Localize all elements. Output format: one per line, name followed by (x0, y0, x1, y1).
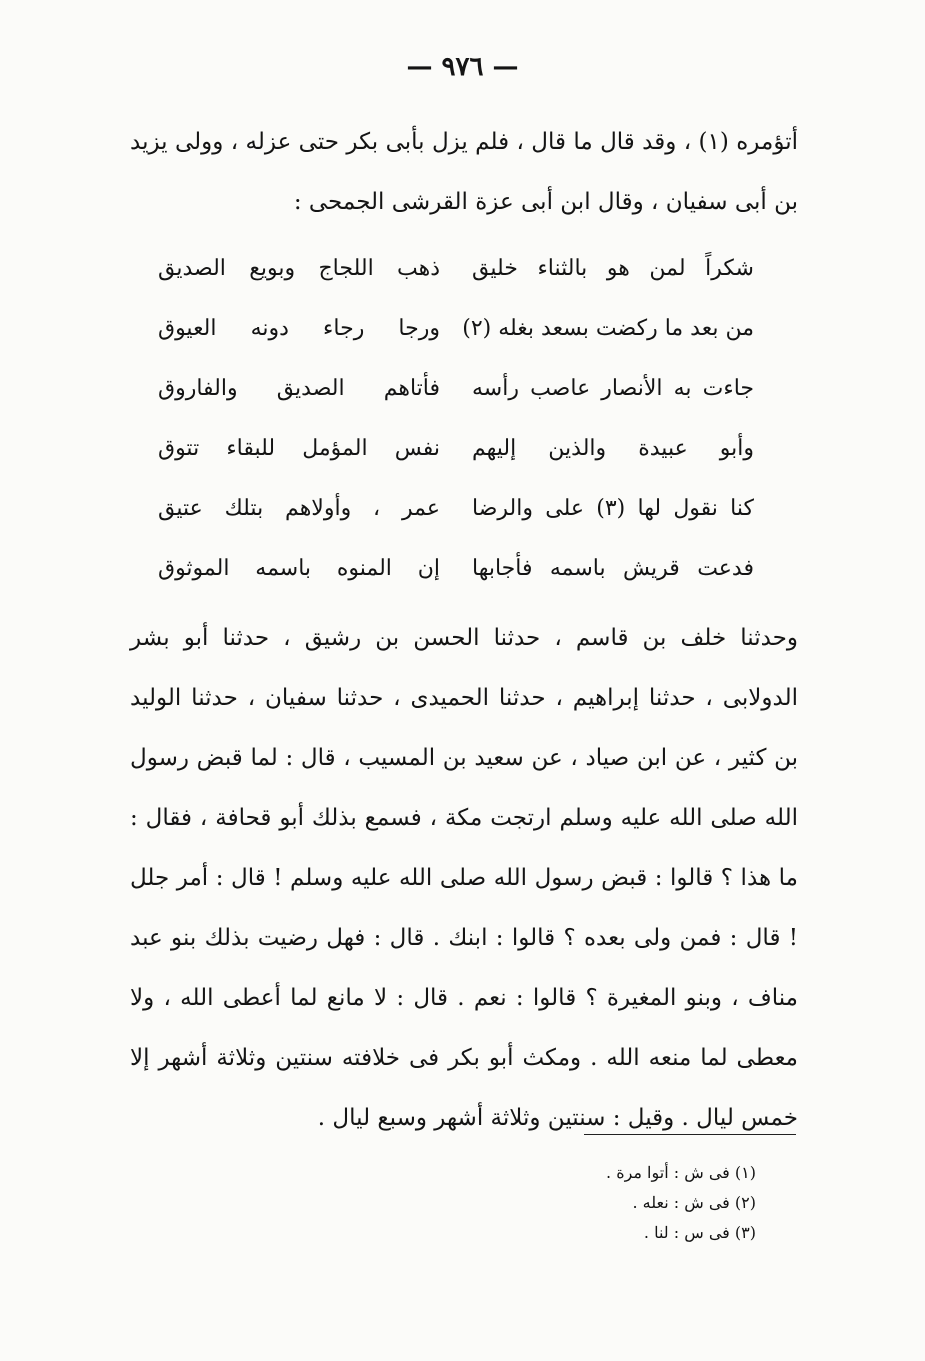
verse-second-hemistich: فأتاهم الصديق والفاروق (158, 375, 440, 401)
verse-second-hemistich: نفس المؤمل للبقاء تتوق (158, 435, 440, 461)
footnotes (400, 1158, 756, 1248)
verse-second-hemistich: إن المنوه باسمه الموثوق (158, 555, 440, 581)
verse-second-hemistich: ذهب اللجاج وبويع الصديق (158, 255, 440, 281)
footnote: (٢) فى ش : نعله . (632, 1193, 756, 1212)
top-paragraph: أتؤمره (١) ، وقد قال ما قال ، فلم يزل بأبى بكر حتى عزله ، وولى يزيد بن أبى سفيان ، وقال ابن أبى عزة القرشى الجمحى : (130, 129, 798, 215)
page-number: — ٩٧٦ — (406, 52, 519, 82)
verse-first-hemistich: كنا نقول لها (٣) على والرضا (472, 495, 754, 521)
top-paragraph-block (130, 112, 798, 232)
verse-first-hemistich: وأبو عبيدة والذين إليهم (472, 435, 754, 461)
poem-verse (158, 478, 754, 538)
poem-verse (158, 298, 754, 358)
verse-first-hemistich: من بعد ما ركضت بسعد بغله (٢) (462, 315, 754, 341)
verse-first-hemistich: شكراً لمن هو بالثناء خليق (472, 255, 754, 281)
verse-first-hemistich: فدعت قريش باسمه فأجابها (472, 555, 754, 581)
poem-verse (158, 358, 754, 418)
main-paragraph: وحدثنا خلف بن قاسم ، حدثنا الحسن بن رشيق ، حدثنا أبو بشر الدولابى ، حدثنا إبراهيم ، حدثنا الحميدى ، حدثنا سفيان ، حدثنا الوليد بن كثير ، عن ابن صياد ، عن سعيد بن المسيب ، قال : لما قبض رسول الله صلى الله عليه وسلم ارتجت مكة ، فسمع بذلك أبو قحافة ، فقال : ما هذا ؟ قالوا : قبض رسول الله صلى الله عليه وسلم ! قال : أمر جلل ! قال : فمن ولى بعده ؟ قالوا : ابنك . قال : فهل رضيت بذلك بنو عبد مناف ، وبنو المغيرة ؟ قالوا : نعم . قال : لا مانع لما أعطى الله ، ولا معطى لما منعه الله . ومكث أبو بكر فى خلافته سنتين وثلاثة أشهر إلا خمس ليال . وقيل : سنتين وثلاثة أشهر وسبع ليال . (130, 625, 799, 1131)
poem-verse (158, 538, 754, 598)
poem (158, 238, 754, 598)
poem-verse (158, 418, 754, 478)
verse-second-hemistich: عمر ، وأولاهم بتلك عتيق (158, 495, 440, 521)
verse-first-hemistich: جاءت به الأنصار عاصب رأسه (472, 375, 754, 401)
verse-second-hemistich: ورجا رجاء دونه العيوق (158, 315, 440, 341)
footnote: (١) فى ش : أتوا مرة . (606, 1163, 756, 1182)
main-paragraph-block (130, 608, 798, 1148)
footnote: (٣) فى س : لنا . (643, 1223, 756, 1242)
poem-verse (158, 238, 754, 298)
footnote-divider (584, 1134, 796, 1135)
